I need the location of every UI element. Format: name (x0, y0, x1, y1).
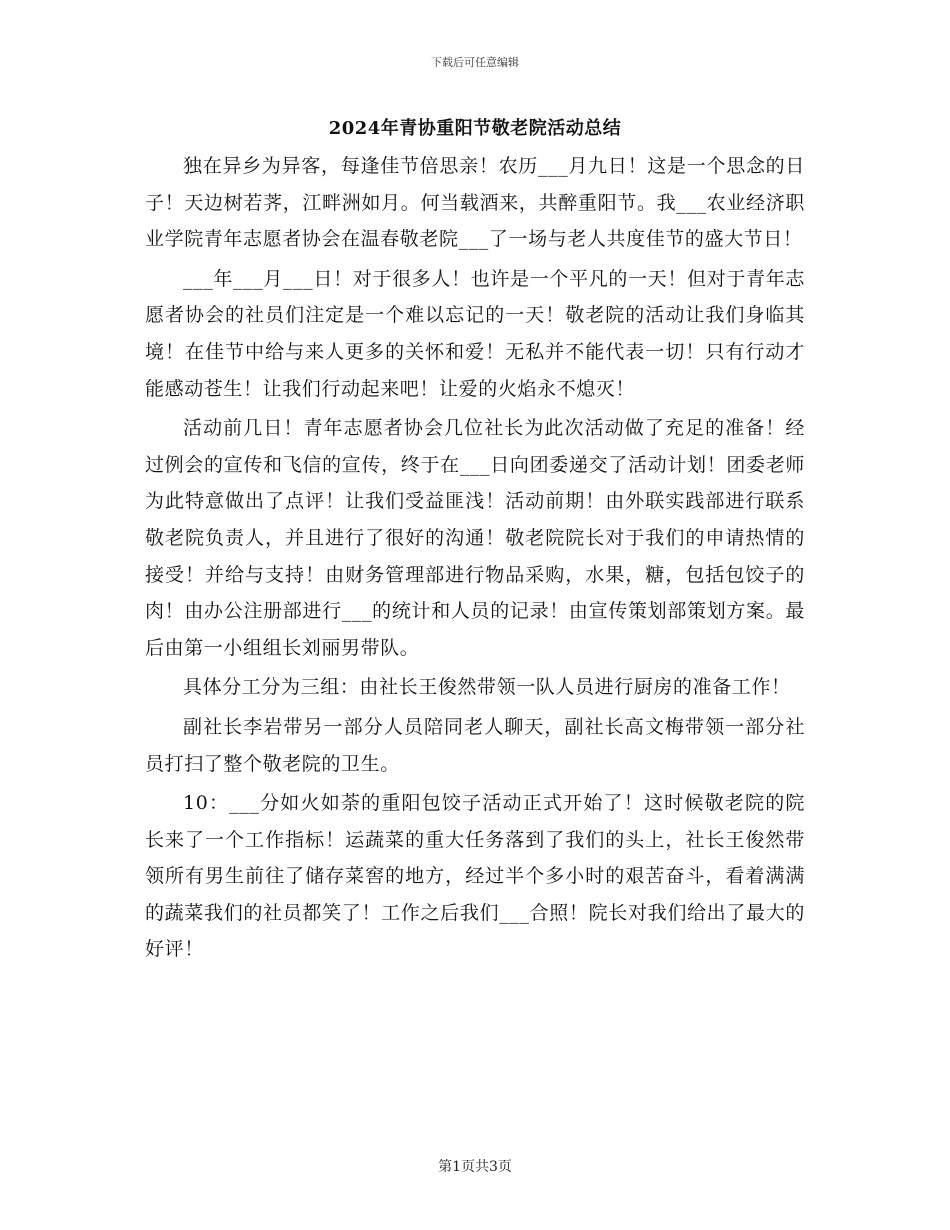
paragraph: 10：___分如火如荼的重阳包饺子活动正式开始了！这时候敬老院的院长来了一个工作指标！运蔬菜的重大任务落到了我们的头上，社长王俊然带领所有男生前往了储存菜窖的地方，经过半个多小时的艰苦奋斗，看着满满的蔬菜我们的社员都笑了！工作之后我们___合照！院长对我们给出了最大的好评！ (145, 792, 805, 961)
header-note: 下载后可任意编辑 (431, 56, 519, 69)
document-title: 2024年青协重阳节敬老院活动总结 (328, 118, 622, 139)
page-number-footer: 第1页共3页 (438, 1159, 512, 1175)
paragraph: 副社长李岩带另一部分人员陪同老人聊天，副社长高文梅带领一部分社员打扫了整个敬老院的卫生。 (145, 715, 805, 775)
paragraph: 活动前几日！青年志愿者协会几位社长为此次活动做了充足的准备！经过例会的宣传和飞信的宣传，终于在___日向团委递交了活动计划！团委老师为此特意做出了点评！让我们受益匪浅！活动前期！由外联实践部进行联系敬老院负责人，并且进行了很好的沟通！敬老院院长对于我们的申请热情的接受！并给与支持！由财务管理部进行物品采购，水果，糖，包括包饺子的肉！由办公注册部进行___的统计和人员的记录！由宣传策划部策划方案。最后由第一小组组长刘丽男带队。 (145, 417, 805, 659)
document-body (145, 148, 805, 971)
paragraph: 具体分工分为三组：由社长王俊然带领一队人员进行厨房的准备工作！ (183, 676, 791, 699)
paragraph: 独在异乡为异客，每逢佳节倍思亲！农历___月九日！这是一个思念的日子！天边树若荠，江畔洲如月。何当载酒来，共醉重阳节。我___农业经济职业学院青年志愿者协会在温春敬老院___了一场与老人共度佳节的盛大节日！ (145, 155, 805, 251)
paragraph: ___年___月___日！对于很多人！也许是一个平凡的一天！但对于青年志愿者协会的社员们注定是一个难以忘记的一天！敬老院的活动让我们身临其境！在佳节中给与来人更多的关怀和爱！无私并不能代表一切！只有行动才能感动苍生！让我们行动起来吧！让爱的火焰永不熄灭！ (145, 267, 805, 400)
